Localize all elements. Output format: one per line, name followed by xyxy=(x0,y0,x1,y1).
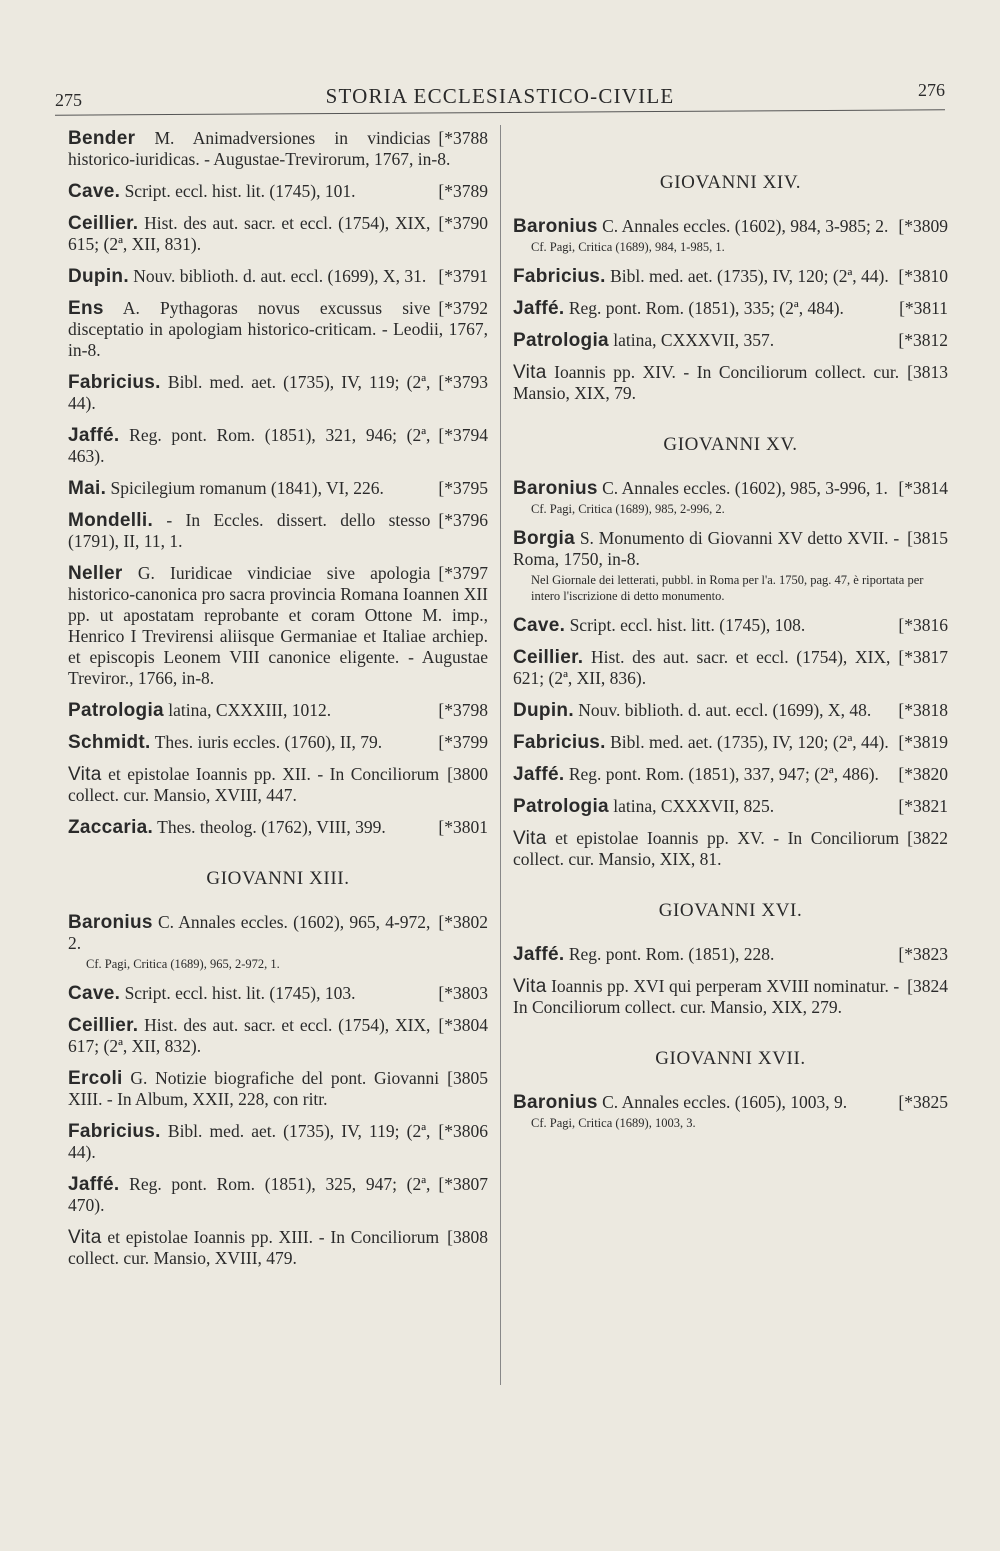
bibliography-entry xyxy=(513,266,948,287)
entry-citation: Ioannis pp. XVI qui perperam XVIII nominatur. - In Conciliorum collect. cur. Mansio, XIX, 279. xyxy=(513,976,900,1017)
entry-citation: Spicilegium romanum (1841), VI, 226. xyxy=(106,478,384,498)
bibliography-entry xyxy=(68,700,488,721)
entry-text xyxy=(68,213,488,255)
reference-number: [*3794 xyxy=(438,425,488,445)
bibliography-entry xyxy=(68,181,488,202)
entry-citation: Bibl. med. aet. (1735), IV, 120; (2ª, 44). xyxy=(605,732,889,752)
entry-citation: Bibl. med. aet. (1735), IV, 119; (2ª, 44). xyxy=(68,372,431,413)
entry-citation: latina, CXXXIII, 1012. xyxy=(163,700,332,720)
reference-number: [*3797 xyxy=(438,563,488,583)
entry-citation: Hist. des aut. sacr. et eccl. (1754), XIX, 617; (2ª, XII, 832). xyxy=(68,1015,431,1056)
entry-author: Ceillier. xyxy=(68,213,139,234)
entry-author: Vita xyxy=(68,1227,102,1248)
entry-author: Vita xyxy=(513,362,547,383)
bibliography-entry xyxy=(68,510,488,552)
reference-number: [3824 xyxy=(907,976,948,996)
entry-text xyxy=(68,266,488,287)
entry-text xyxy=(68,732,488,753)
bibliography-entry xyxy=(68,563,488,689)
running-title: STORIA ECCLESIASTICO-CIVILE xyxy=(325,84,675,108)
entry-citation: Script. eccl. hist. lit. (1745), 101. xyxy=(120,181,356,201)
entry-text xyxy=(68,478,488,499)
bibliography-entry xyxy=(68,266,488,287)
reference-number: [*3810 xyxy=(898,266,948,286)
reference-number: [3805 xyxy=(447,1068,488,1088)
entry-citation: Hist. des aut. sacr. et eccl. (1754), XIX, 621; (2ª, XII, 836). xyxy=(513,647,891,688)
entry-text xyxy=(68,764,488,806)
entry-citation: C. Annales eccles. (1602), 985, 3-996, 1. xyxy=(597,478,888,498)
column-divider xyxy=(500,125,501,1385)
reference-number: [*3807 xyxy=(438,1174,488,1194)
entry-citation: Bibl. med. aet. (1735), IV, 119; (2ª, 44). xyxy=(68,1121,431,1162)
entry-text xyxy=(68,1227,488,1269)
bibliography-entry xyxy=(513,732,948,753)
entry-citation: G. Iuridicae vindiciae sive apologia historico-canonica pro sacra provincia Romana Ioannen XII pp. ut apostatam reprobante et coram Ottone M. imp., Henrico I Trevirensi aliisque Germaniae et Italiae archiep. et episcopis Leonem VIII canonice eligente. - Augustae Treviror., 1766, in-8. xyxy=(68,563,488,688)
entry-author: Fabricius. xyxy=(513,732,606,753)
section-heading: GIOVANNI XIV. xyxy=(659,172,802,193)
bibliography-entry xyxy=(68,213,488,255)
entry-author: Jaffé. xyxy=(68,425,120,446)
entry-text xyxy=(68,128,488,170)
reference-number: [*3799 xyxy=(438,732,488,752)
entry-author: Jaffé. xyxy=(513,764,565,785)
reference-number: [*3818 xyxy=(898,700,948,720)
entry-author: Jaffé. xyxy=(513,944,565,965)
reference-number: [*3806 xyxy=(438,1121,488,1141)
entry-citation: Reg. pont. Rom. (1851), 321, 946; (2ª, 463). xyxy=(68,425,431,466)
reference-number: [3813 xyxy=(907,362,948,382)
reference-number: [*3788 xyxy=(438,128,488,148)
bibliography-entry xyxy=(68,1174,488,1216)
entry-text xyxy=(513,1092,948,1113)
bibliography-entry xyxy=(68,372,488,414)
bibliography-entry xyxy=(513,362,948,404)
entry-author: Patrologia xyxy=(68,700,164,721)
bibliography-entry xyxy=(68,425,488,467)
reference-number: [*3803 xyxy=(438,983,488,1003)
entry-text xyxy=(513,266,948,287)
entry-text xyxy=(68,1068,488,1110)
entry-citation: S. Monumento di Giovanni XV detto XVII. - Roma, 1750, in-8. xyxy=(513,528,900,569)
bibliography-entry xyxy=(513,330,948,351)
entry-author: Ceillier. xyxy=(513,647,584,668)
section-heading: GIOVANNI XVI. xyxy=(658,900,803,921)
entry-citation: latina, CXXXVII, 825. xyxy=(608,796,775,816)
entry-author: Dupin. xyxy=(513,700,574,721)
reference-number: [*3795 xyxy=(438,478,488,498)
entry-text xyxy=(68,372,488,414)
reference-number: [*3811 xyxy=(899,298,948,318)
entry-text xyxy=(68,510,488,552)
entry-author: Ceillier. xyxy=(68,1015,139,1036)
bibliography-entry xyxy=(513,647,948,689)
entry-text xyxy=(513,298,948,319)
entry-text xyxy=(513,764,948,785)
bibliography-entry xyxy=(513,828,948,870)
entry-text xyxy=(513,647,948,689)
entry-author: Vita xyxy=(513,976,547,997)
entry-author: Schmidt. xyxy=(68,732,151,753)
bibliography-entry xyxy=(68,1068,488,1110)
entry-author: Zaccaria. xyxy=(68,817,154,838)
entry-author: Vita xyxy=(513,828,547,849)
entry-text xyxy=(513,732,948,753)
entry-text xyxy=(513,828,948,870)
entry-citation: et epistolae Ioannis pp. XV. - In Conciliorum collect. cur. Mansio, XIX, 81. xyxy=(513,828,900,869)
reference-number: [3808 xyxy=(447,1227,488,1247)
entry-text xyxy=(68,425,488,467)
reference-number: [*3801 xyxy=(438,817,488,837)
entry-text xyxy=(513,362,948,404)
entry-text xyxy=(513,330,948,351)
entry-note: Cf. Pagi, Critica (1689), 984, 1-985, 1. xyxy=(531,240,725,254)
entry-citation: et epistolae Ioannis pp. XII. - In Conciliorum collect. cur. Mansio, XVIII, 447. xyxy=(68,764,440,805)
entry-citation: Reg. pont. Rom. (1851), 335; (2ª, 484). xyxy=(564,298,844,318)
reference-number: [*3823 xyxy=(898,944,948,964)
entry-author: Fabricius. xyxy=(513,266,606,287)
entry-citation: C. Annales eccles. (1602), 965, 4-972, 2. xyxy=(68,912,431,953)
entry-text xyxy=(68,1174,488,1216)
bibliography-entry xyxy=(68,732,488,753)
bibliography-entry xyxy=(513,528,948,604)
entry-author: Ens xyxy=(68,298,104,319)
entry-text xyxy=(68,298,488,361)
entry-text xyxy=(513,615,948,636)
reference-number: [3822 xyxy=(907,828,948,848)
bibliography-entry xyxy=(513,1092,948,1131)
bibliography-entry xyxy=(513,764,948,785)
entry-author: Borgia xyxy=(513,528,575,549)
entry-text xyxy=(68,563,488,689)
entry-author: Dupin. xyxy=(68,266,129,287)
bibliography-entry xyxy=(68,298,488,361)
bibliography-entry xyxy=(68,817,488,838)
reference-number: [*3809 xyxy=(898,216,948,236)
page-number-right: 276 xyxy=(918,80,945,100)
entry-author: Jaffé. xyxy=(68,1174,120,1195)
entry-author: Mondelli. xyxy=(68,510,154,531)
reference-number: [*3793 xyxy=(438,372,488,392)
entry-author: Patrologia xyxy=(513,330,609,351)
entry-note: Cf. Pagi, Critica (1689), 1003, 3. xyxy=(531,1116,696,1130)
entry-note: Cf. Pagi, Critica (1689), 965, 2-972, 1. xyxy=(86,957,280,971)
left-column xyxy=(68,128,488,1280)
entry-text xyxy=(513,478,948,499)
entry-author: Jaffé. xyxy=(513,298,565,319)
entry-text xyxy=(513,216,948,237)
right-column xyxy=(513,128,948,1142)
entry-author: Baronius xyxy=(513,216,598,237)
entry-author: Fabricius. xyxy=(68,1121,161,1142)
entry-citation: Nouv. biblioth. d. aut. eccl. (1699), X, 31. xyxy=(128,266,427,286)
reference-number: [*3819 xyxy=(898,732,948,752)
entry-citation: C. Annales eccles. (1602), 984, 3-985; 2. xyxy=(597,216,889,236)
bibliography-entry xyxy=(513,216,948,255)
entry-citation: Thes. iuris eccles. (1760), II, 79. xyxy=(150,732,383,752)
bibliography-entry xyxy=(68,1227,488,1269)
bibliography-entry xyxy=(68,1015,488,1057)
entry-citation: et epistolae Ioannis pp. XIII. - In Conciliorum collect. cur. Mansio, XVIII, 479. xyxy=(68,1227,440,1268)
entry-text xyxy=(513,944,948,965)
entry-citation: Reg. pont. Rom. (1851), 325, 947; (2ª, 470). xyxy=(68,1174,431,1215)
reference-number: [*3790 xyxy=(438,213,488,233)
entry-author: Cave. xyxy=(513,615,566,636)
entry-text xyxy=(68,1015,488,1057)
entry-text xyxy=(513,700,948,721)
reference-number: [*3798 xyxy=(438,700,488,720)
entry-citation: Reg. pont. Rom. (1851), 337, 947; (2ª, 486). xyxy=(564,764,879,784)
entry-citation: C. Annales eccles. (1605), 1003, 9. xyxy=(597,1092,848,1112)
entry-author: Mai. xyxy=(68,478,107,499)
bibliography-entry xyxy=(513,298,948,319)
bibliography-entry xyxy=(68,478,488,499)
entry-text xyxy=(513,528,948,570)
entry-author: Baronius xyxy=(513,478,598,499)
entry-citation: A. Pythagoras novus excussus sive disceptatio in apologiam historico-criticam. - Leodii, 1767, in-8. xyxy=(68,298,488,360)
entry-text xyxy=(68,181,488,202)
reference-number: [*3812 xyxy=(898,330,948,350)
reference-number: [*3817 xyxy=(898,647,948,667)
reference-number: [*3802 xyxy=(438,912,488,932)
bibliography-entry xyxy=(513,976,948,1018)
entry-note: Cf. Pagi, Critica (1689), 985, 2-996, 2. xyxy=(531,502,725,516)
bibliography-entry xyxy=(513,700,948,721)
entry-author: Cave. xyxy=(68,983,121,1004)
entry-text xyxy=(68,700,488,721)
entry-citation: Reg. pont. Rom. (1851), 228. xyxy=(564,944,775,964)
reference-number: [*3796 xyxy=(438,510,488,530)
entry-text xyxy=(68,912,488,954)
entry-citation: Thes. theolog. (1762), VIII, 399. xyxy=(153,817,386,837)
bibliography-entry xyxy=(68,764,488,806)
reference-number: [*3825 xyxy=(898,1092,948,1112)
entry-author: Ercoli xyxy=(68,1068,123,1089)
entry-author: Bender xyxy=(68,128,136,149)
entry-author: Patrologia xyxy=(513,796,609,817)
bibliography-entry xyxy=(513,944,948,965)
entry-text xyxy=(68,1121,488,1163)
reference-number: [*3816 xyxy=(898,615,948,635)
entry-author: Vita xyxy=(68,764,102,785)
entry-citation: Nouv. biblioth. d. aut. eccl. (1699), X, 48. xyxy=(573,700,872,720)
entry-text xyxy=(68,983,488,1004)
entry-citation: Hist. des aut. sacr. et eccl. (1754), XIX, 615; (2ª, XII, 831). xyxy=(68,213,431,254)
reference-number: [*3804 xyxy=(438,1015,488,1035)
entry-author: Neller xyxy=(68,563,123,584)
page-number-left: 275 xyxy=(55,90,82,110)
entry-author: Fabricius. xyxy=(68,372,161,393)
entry-citation: Ioannis pp. XIV. - In Conciliorum collect. cur. Mansio, XIX, 79. xyxy=(513,362,900,403)
entry-author: Baronius xyxy=(513,1092,598,1113)
bibliography-entry xyxy=(68,1121,488,1163)
entry-author: Baronius xyxy=(68,912,153,933)
entry-citation: - In Eccles. dissert. dello stesso (1791), II, 11, 1. xyxy=(68,510,431,551)
bibliography-entry xyxy=(68,983,488,1004)
reference-number: [3815 xyxy=(907,528,948,548)
entry-citation: M. Animadversiones in vindicias historico-iuridicas. - Augustae-Trevirorum, 1767, in-8. xyxy=(68,128,451,169)
entry-text xyxy=(513,796,948,817)
bibliography-entry xyxy=(513,478,948,517)
reference-number: [*3820 xyxy=(898,764,948,784)
entry-citation: Script. eccl. hist. lit. (1745), 103. xyxy=(120,983,356,1003)
section-heading: GIOVANNI XIII. xyxy=(206,868,350,889)
reference-number: [3800 xyxy=(447,764,488,784)
bibliography-entry xyxy=(513,796,948,817)
entry-citation: latina, CXXXVII, 357. xyxy=(608,330,775,350)
entry-note: Nel Giornale dei letterati, pubbl. in Roma per l'a. 1750, pag. 47, è riportata per intero l'iscrizione di detto monumento. xyxy=(531,573,924,603)
bibliography-entry xyxy=(513,615,948,636)
reference-number: [*3821 xyxy=(898,796,948,816)
section-heading: GIOVANNI XV. xyxy=(663,434,798,455)
entry-citation: G. Notizie biografiche del pont. Giovanni XIII. - In Album, XXII, 228, con ritr. xyxy=(68,1068,440,1109)
entry-citation: Bibl. med. aet. (1735), IV, 120; (2ª, 44). xyxy=(605,266,889,286)
section-heading: GIOVANNI XVII. xyxy=(655,1048,806,1069)
entry-citation: Script. eccl. hist. litt. (1745), 108. xyxy=(565,615,806,635)
entry-text xyxy=(513,976,948,1018)
reference-number: [*3791 xyxy=(438,266,488,286)
reference-number: [*3792 xyxy=(438,298,488,318)
bibliography-entry xyxy=(68,128,488,170)
entry-author: Cave. xyxy=(68,181,121,202)
entry-text xyxy=(68,817,488,838)
reference-number: [*3814 xyxy=(898,478,948,498)
bibliography-entry xyxy=(68,912,488,972)
reference-number: [*3789 xyxy=(438,181,488,201)
